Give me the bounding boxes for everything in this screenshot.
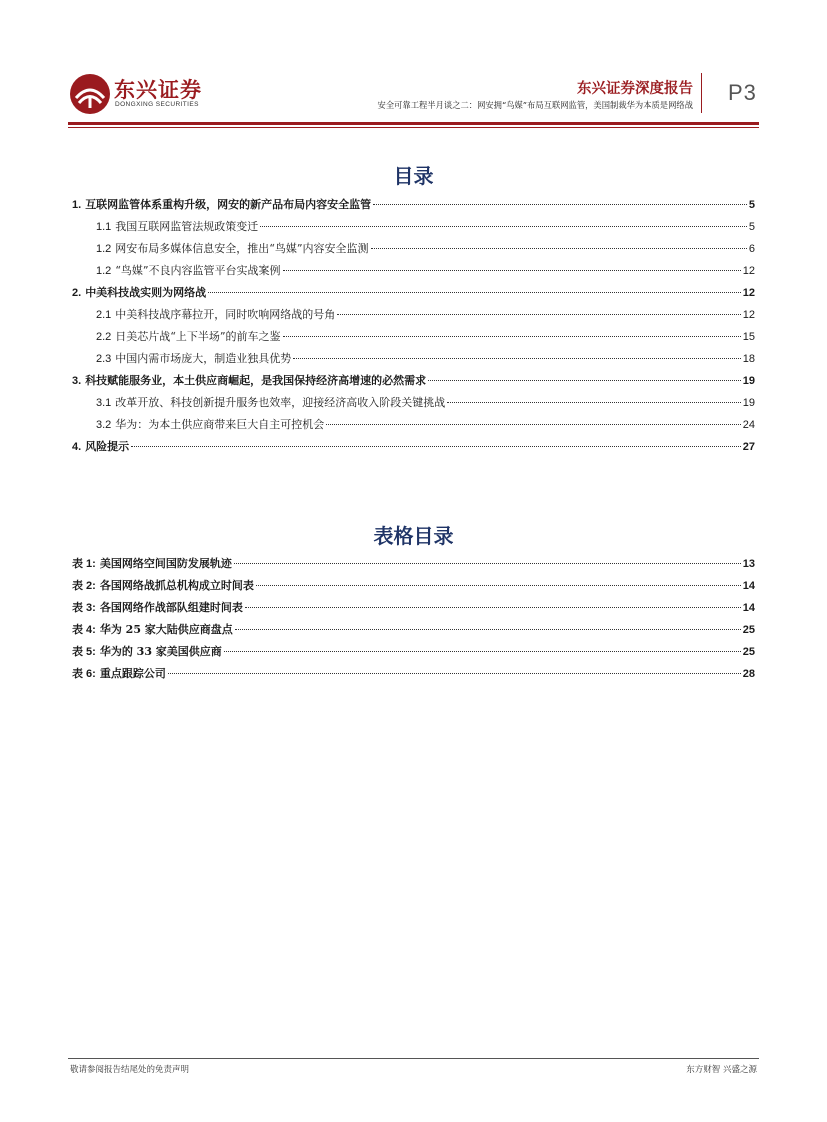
toc-list <box>72 194 755 458</box>
toc-entry-text: 各国网络战抓总机构成立时间表 <box>99 579 254 592</box>
toc-entry-text: 互联网监管体系重构升级，网安的新产品布局内容安全监管 <box>85 198 372 211</box>
toc-entry[interactable] <box>72 575 755 597</box>
report-subtitle: 安全可靠工程半月谈之二：网安拥“鸟媒”布局互联网监管，美国制裁华为本质是网络战 <box>377 100 693 110</box>
header-rule-thin <box>68 127 759 128</box>
toc-dot-leader <box>224 650 741 652</box>
toc-dot-leader <box>337 313 740 315</box>
toc-entry-number: 3.1 <box>96 397 112 409</box>
toc-dot-leader <box>283 269 741 271</box>
toc-entry[interactable] <box>72 392 755 414</box>
toc-entry-text: 华为的 33 家美国供应商 <box>99 645 222 658</box>
toc-entry-text: 网安布局多媒体信息安全，推出“鸟媒”内容安全监测 <box>115 242 369 255</box>
toc-entry-number: 2. <box>72 287 82 299</box>
toc-entry-number: 表 5: <box>72 646 96 658</box>
toc-entry-text: 我国互联网监管法规政策变迁 <box>115 220 259 233</box>
toc-dot-leader <box>260 225 747 227</box>
toc-entry[interactable] <box>72 304 755 326</box>
toc-dot-leader <box>131 445 741 447</box>
page-number: P3 <box>728 80 757 105</box>
logo-english-name: DONGXING SECURITIES <box>115 101 199 108</box>
toc-entry-text: 各国网络作战部队组建时间表 <box>99 601 243 614</box>
toc-entry[interactable] <box>72 619 755 641</box>
toc-entry-page: 14 <box>742 602 755 614</box>
toc-dot-leader <box>447 401 740 403</box>
toc-dot-leader <box>371 247 747 249</box>
toc-entry-text: “鸟媒”不良内容监管平台实战案例 <box>115 264 281 277</box>
toc-entry-text: 科技赋能服务业，本土供应商崛起，是我国保持经济高增速的必然需求 <box>85 374 427 387</box>
toc-dot-leader <box>428 379 741 381</box>
toc-entry[interactable] <box>72 282 755 304</box>
toc-entry-page: 12 <box>742 309 755 321</box>
toc-entry-number: 3. <box>72 375 82 387</box>
toc-entry-page: 25 <box>742 624 755 636</box>
toc-entry-number: 4. <box>72 441 82 453</box>
toc-entry-text: 华为 25 家大陆供应商盘点 <box>99 623 233 636</box>
toc-dot-leader <box>235 628 741 630</box>
toc-entry-number: 表 3: <box>72 602 96 614</box>
toc-entry-page: 6 <box>748 243 755 255</box>
toc-dot-leader <box>168 672 741 674</box>
toc-dot-leader <box>283 335 741 337</box>
toc-entry-page: 19 <box>742 397 755 409</box>
toc-entry-number: 2.1 <box>96 309 112 321</box>
toc-entry-text: 美国网络空间国防发展轨迹 <box>99 557 232 570</box>
toc-entry-text: 中国内需市场庞大，制造业独具优势 <box>115 352 292 365</box>
toc-entry-number: 表 1: <box>72 558 96 570</box>
company-slogan: 东方财智 兴盛之源 <box>686 1065 757 1075</box>
toc-entry-number: 1. <box>72 199 82 211</box>
report-series-title: 东兴证券深度报告 <box>577 81 693 97</box>
toc-entry-number: 2.3 <box>96 353 112 365</box>
footer-rule <box>68 1058 759 1059</box>
toc-entry-number: 3.2 <box>96 419 112 431</box>
toc-dot-leader <box>208 291 741 293</box>
toc-dot-leader <box>373 203 747 205</box>
toc-entry[interactable] <box>72 326 755 348</box>
toc-entry-text: 中美科技战实则为网络战 <box>85 286 207 299</box>
toc-entry-page: 13 <box>742 558 755 570</box>
toc-entry-page: 15 <box>742 331 755 343</box>
logo-chinese-name: 东兴证券 <box>114 79 202 102</box>
toc-entry[interactable] <box>72 553 755 575</box>
page-header <box>0 0 827 130</box>
toc-entry[interactable] <box>72 348 755 370</box>
header-rule-thick <box>68 122 759 125</box>
toc-entry-page: 14 <box>742 580 755 592</box>
toc-dot-leader <box>326 423 740 425</box>
toc-entry-number: 表 2: <box>72 580 96 592</box>
header-divider <box>701 73 702 113</box>
toc-entry-page: 5 <box>748 199 755 211</box>
toc-dot-leader <box>245 606 741 608</box>
toc-entry-number: 1.1 <box>96 221 112 233</box>
toc-entry-number: 2.2 <box>96 331 112 343</box>
toc-entry[interactable] <box>72 370 755 392</box>
toc-entry[interactable] <box>72 597 755 619</box>
toc-entry-text: 重点跟踪公司 <box>99 667 166 680</box>
toc-entry-page: 19 <box>742 375 755 387</box>
dongxing-logo-icon <box>68 72 112 116</box>
toc-entry[interactable] <box>72 641 755 663</box>
toc-entry-page: 28 <box>742 668 755 680</box>
toc-entry-text: 风险提示 <box>85 440 130 453</box>
toc-entry-page: 25 <box>742 646 755 658</box>
toc-entry-number: 表 4: <box>72 624 96 636</box>
toc-entry-page: 12 <box>742 265 755 277</box>
toc-dot-leader <box>234 562 741 564</box>
toc-dot-leader <box>293 357 740 359</box>
table-toc-list <box>72 553 755 685</box>
toc-entry[interactable] <box>72 260 755 282</box>
toc-entry[interactable] <box>72 194 755 216</box>
table-toc-title: 表格目录 <box>373 526 454 548</box>
toc-entry-page: 18 <box>742 353 755 365</box>
toc-entry-page: 5 <box>748 221 755 233</box>
toc-entry-number: 1.2 <box>96 265 112 277</box>
toc-entry-text: 中美科技战序幕拉开，同时吹响网络战的号角 <box>115 308 336 321</box>
toc-entry-page: 24 <box>742 419 755 431</box>
toc-entry-text: 华为：为本土供应商带来巨大自主可控机会 <box>115 418 325 431</box>
toc-entry[interactable] <box>72 436 755 458</box>
toc-entry[interactable] <box>72 663 755 685</box>
toc-entry-number: 1.2 <box>96 243 112 255</box>
toc-entry[interactable] <box>72 238 755 260</box>
toc-title: 目录 <box>393 166 434 188</box>
toc-entry-page: 27 <box>742 441 755 453</box>
toc-entry-text: 改革开放、科技创新提升服务也效率，迎接经济高收入阶段关键挑战 <box>115 396 446 409</box>
toc-entry-number: 表 6: <box>72 668 96 680</box>
toc-entry-text: 日美芯片战“上下半场”的前车之鉴 <box>115 330 281 343</box>
toc-dot-leader <box>256 584 741 586</box>
company-logo <box>68 72 202 116</box>
toc-entry[interactable] <box>72 216 755 238</box>
toc-entry-page: 12 <box>742 287 755 299</box>
toc-entry[interactable] <box>72 414 755 436</box>
disclaimer-note: 敬请参阅报告结尾处的免责声明 <box>70 1065 190 1075</box>
